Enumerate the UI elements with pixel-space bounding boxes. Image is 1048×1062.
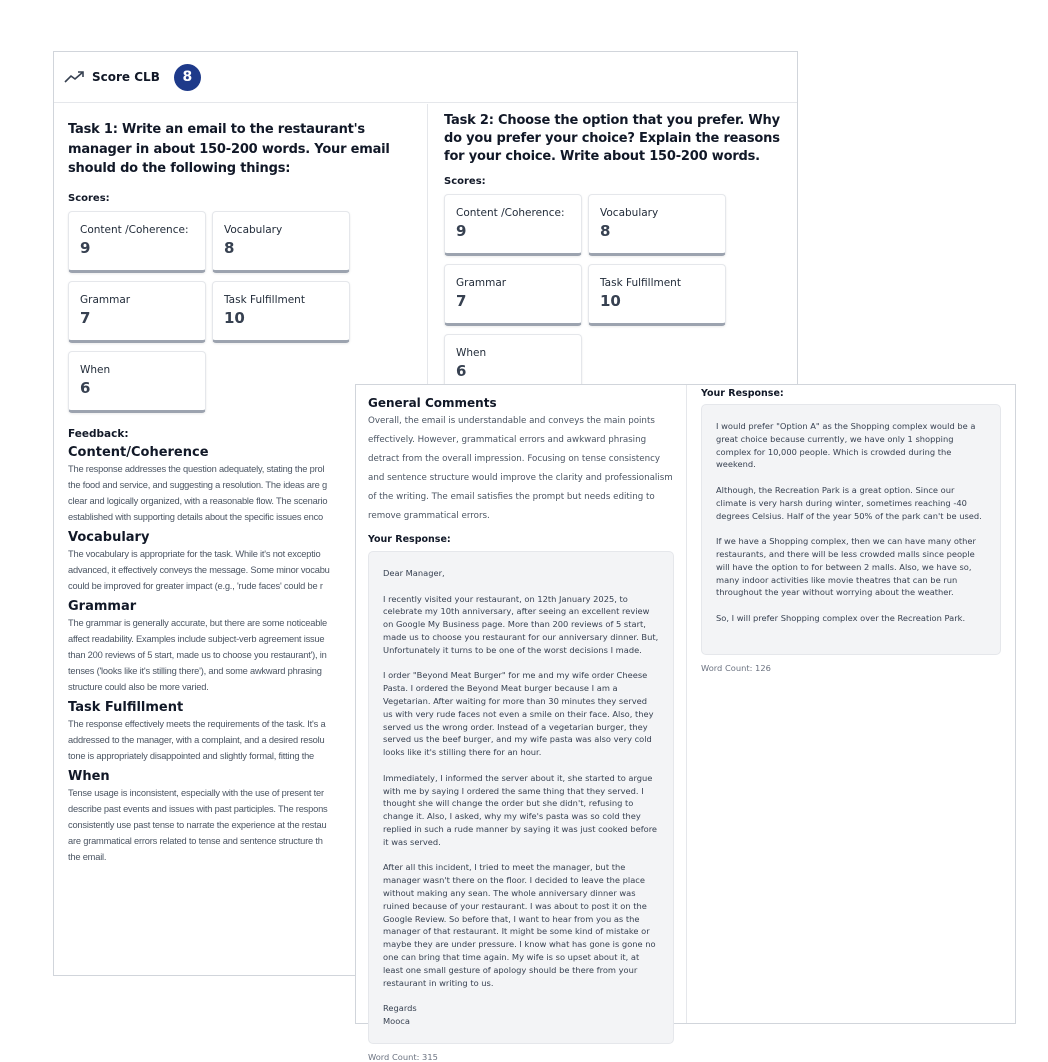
score-card	[68, 351, 206, 413]
your-response-label: Your Response:	[368, 534, 451, 545]
response-paragraph: After all this incident, I tried to meet the manager, but the manager wasn't there on the floor. I decided to leave the place without making any sean. The whole anniversary dinner was ruined because of your restaurant. I was about to post it on the Google Review. So before that, I want to hear from you as the manager of that restaurant. It might be some kind of mistake or maybe they are under pressure. I know what has gone is gone no one can bring that time again. My wife is so upset about it, at least one small gesture of apology should be there from your restaurant in writing to us.	[383, 862, 656, 988]
response-paragraph: I recently visited your restaurant, on 12th January 2025, to celebrate my 10th anniversary, after seeing an excellent review on Google My Business page. More than 200 reviews of 5 start, made us to choose you restaurant for our anniversary dinner. But, Unfortunately it turns to be one of the worst decisions I made.	[383, 593, 659, 655]
feedback-line: than 200 reviews of 5 start, made us to choose you restaurant'), in	[68, 649, 327, 660]
score-value: 8	[224, 238, 235, 257]
word-count: Word Count: 126	[701, 663, 771, 673]
trending-up-icon	[64, 70, 86, 84]
response-paragraph: I would prefer "Option A" as the Shopping complex would be a great choice because currently, we have only 1 shopping complex for 10,000 people. Which is crowded during the weekend.	[716, 421, 976, 470]
task1-title: Task 1: Write an email to the restaurant's manager in about 150-200 words. Your email should do the following things:	[68, 122, 390, 176]
task2-response-box	[701, 404, 1001, 655]
score-label: Content /Coherence:	[456, 207, 565, 219]
scores-label: Scores:	[444, 176, 486, 187]
score-value: 7	[456, 292, 467, 310]
response-paragraph: Immediately, I informed the server about it, she started to argue with me by saying I ordered the same thing that they served. I thought she will change the order but she didn't, refusing to change it. Also, I asked, why my wife's pasta was so cold they replied in such a rude manner by saying it was just cooked before it was served.	[383, 772, 658, 847]
score-label: Grammar	[456, 277, 507, 289]
feedback-line: the food and service, and suggesting a resolution. The ideas are g	[68, 479, 328, 490]
feedback-line: consistently use past tense to narrate the experience at the restau	[68, 819, 327, 830]
score-label: When	[456, 347, 487, 359]
task1-score-grid	[68, 211, 413, 413]
feedback-line: Tense usage is inconsistent, especially with the use of present ter	[68, 787, 324, 798]
feedback-line: structure could also be more varied.	[68, 681, 209, 692]
score-label: Grammar	[80, 293, 131, 306]
score-label: Vocabulary	[600, 207, 659, 219]
feedback-heading: Content/Coherence	[68, 444, 209, 460]
feedback-heading: Task Fulfillment	[68, 699, 184, 715]
score-value: 8	[600, 222, 611, 240]
feedback-line: could be improved for greater impact (e.g., 'rude faces' could be r	[68, 580, 323, 591]
feedback-line: clear and logically organized, with a reasonable flow. The scenario	[68, 495, 328, 506]
response-paragraph: Dear Manager,	[383, 568, 445, 578]
score-label: Task Fulfillment	[600, 277, 681, 289]
score-card	[444, 194, 582, 256]
score-card	[68, 211, 206, 273]
general-comments-text: Overall, the email is understandable and conveys the main points effectively. However, grammatical errors and awkward phrasing detract from the overall impression. Focusing on tense consistency and sentence structure would improve the clarity and professionalism of the writing. The email satisfies the prompt but needs editing to remove grammatical errors.	[368, 416, 673, 521]
response-paragraph: Although, the Recreation Park is a great option. Since our climate is very harsh during winter, sometimes reaching -40 degrees Celsius. Half of the year 50% of the park can't be used.	[716, 484, 982, 521]
score-label: When	[80, 363, 111, 376]
score-label: Vocabulary	[224, 223, 283, 236]
task1-response-box	[368, 551, 674, 1044]
score-card	[68, 281, 206, 343]
response-paragraph: If we have a Shopping complex, then we can have many other restaurants, and there will be less crowded malls since people will have the option to for between 2 malls. Also, we have so, many indoor activities like movie theatres that can be run throughout the year without worrying about the weather.	[716, 536, 976, 598]
responses-panel	[355, 384, 1016, 1062]
response-paragraph: So, I will prefer Shopping complex over the Recreation Park.	[716, 612, 966, 623]
response-paragraph: Regards Mooca	[383, 1003, 417, 1026]
response-paragraph: I order "Beyond Meat Burger" for me and my wife order Cheese Pasta. I ordered the Beyond Meat burger because I am a Vegetarian. After waiting for more than 30 minutes they served us with very rude faces not even a smile on their face. Also, they served us the wrong order. Instead of a vegetarian burger, they served us the beef burger, and my wife pasta was also very cold looks like it's stilling there for an hour.	[383, 670, 654, 758]
feedback-line: advanced, it effectively conveys the message. Some minor vocabu	[68, 564, 330, 575]
score-value: 9	[456, 222, 467, 240]
feedback-line: The response addresses the question adequately, stating the prol	[68, 463, 325, 474]
score-value: 9	[80, 238, 91, 257]
scores-label: Scores:	[68, 192, 110, 204]
score-card	[588, 194, 726, 256]
feedback-heading: When	[68, 768, 110, 784]
score-label: Task Fulfillment	[224, 293, 305, 306]
feedback-label: Feedback:	[68, 427, 129, 440]
feedback-line: tone is appropriately disappointed and slightly formal, fitting the	[68, 750, 315, 761]
score-label: Content /Coherence:	[80, 223, 189, 236]
score-value: 6	[80, 378, 91, 397]
score-card	[212, 281, 350, 343]
task1-response-column	[356, 385, 686, 1062]
score-header	[54, 52, 797, 103]
task2-score-grid	[444, 194, 781, 396]
your-response-label: Your Response:	[701, 388, 784, 399]
score-value: 6	[456, 362, 467, 380]
feedback-line: The grammar is generally accurate, but there are some noticeable	[68, 617, 328, 628]
feedback-line: affect readability. Examples include subject-verb agreement issue	[68, 633, 325, 644]
score-value: 10	[600, 292, 621, 310]
score-title: Score CLB	[92, 70, 160, 84]
score-card	[212, 211, 350, 273]
feedback-line: the email.	[68, 851, 107, 862]
feedback-line: tenses ('looks like it's stilling there'), and some awkward phrasing	[68, 665, 322, 676]
feedback-sections	[68, 445, 352, 865]
feedback-line: describe past events and issues with past participles. The respons	[68, 803, 328, 814]
feedback-line: The vocabulary is appropriate for the task. While it's not exceptio	[68, 548, 321, 559]
feedback-heading: Grammar	[68, 598, 137, 614]
general-comments-title: General Comments	[368, 396, 497, 410]
word-count: Word Count: 315	[368, 1051, 438, 1062]
score-value: 7	[80, 308, 91, 327]
feedback-line: established with supporting details about the specific issues enco	[68, 511, 324, 522]
score-badge: 8	[174, 64, 201, 91]
feedback-line: addressed to the manager, with a complaint, and a desired resolu	[68, 734, 325, 745]
feedback-heading: Vocabulary	[68, 529, 150, 545]
task2-response-column	[686, 385, 1015, 1023]
score-card	[444, 264, 582, 326]
task2-title: Task 2: Choose the option that you prefer. Why do you prefer your choice? Explain the reasons for your choice. Write about 150-200 words.	[444, 113, 780, 164]
score-value: 10	[224, 308, 245, 327]
score-card	[588, 264, 726, 326]
feedback-line: are grammatical errors related to tense and sentence structure th	[68, 835, 323, 846]
feedback-line: The response effectively meets the requirements of the task. It's a	[68, 718, 326, 729]
